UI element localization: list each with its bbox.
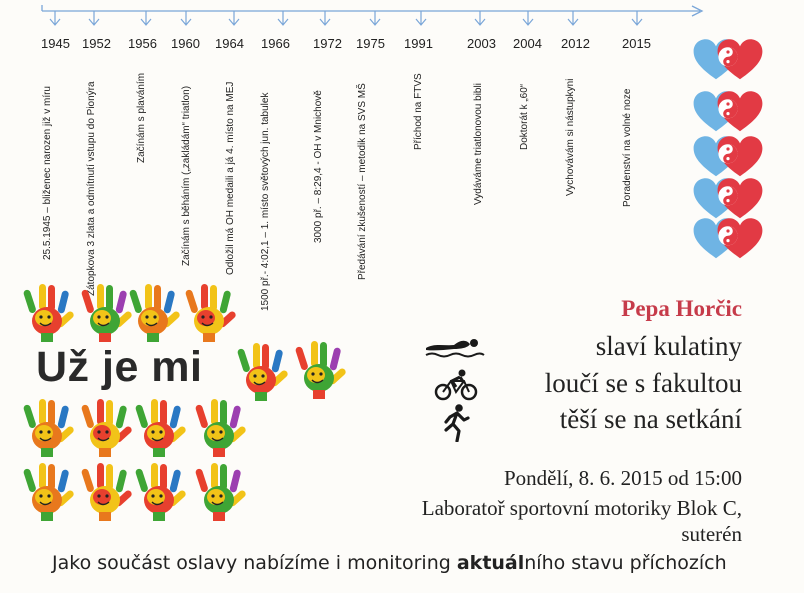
timeline-tick — [568, 11, 578, 25]
timeline-event: 25.5.1945 – bliženec narozen již v míru — [42, 86, 53, 260]
painted-hand-icon — [22, 283, 74, 348]
timeline-event: Vydáváme triatlonovou bibli — [473, 83, 484, 205]
year-label: 2004 — [513, 36, 542, 51]
timeline-event: Odložil má OH medaili a já 4. místo na MEJ — [225, 81, 236, 275]
year-label: 1975 — [356, 36, 385, 51]
timeline-event: Doktorát k „60“ — [519, 83, 530, 150]
timeline-event: Příchod na FTVS — [413, 73, 424, 150]
timeline-event: Zátopkova 3 zlata a odmítnutí vstupu do Pionýra — [86, 81, 97, 296]
year-label: 1945 — [41, 36, 70, 51]
timeline-event: Poradenství na volné noze — [622, 88, 633, 207]
timeline-event: 1500 př.- 4:02,1 – 1. místo světových jun. tabulek — [260, 92, 271, 311]
timeline-tick — [141, 11, 151, 25]
timeline-event: Předávání zkušeností – metodik na SVS MŠ — [357, 83, 368, 280]
headline: Už je mi — [36, 343, 203, 391]
painted-hand-icon — [80, 462, 132, 527]
painted-hand-icon — [194, 462, 246, 527]
timeline-event: Vychovávám si nástupkyni — [565, 78, 576, 196]
event-date: Pondělí, 8. 6. 2015 od 15:00 — [503, 466, 742, 490]
event-place: Laboratoř sportovní motoriky Blok C, — [421, 496, 742, 520]
year-label: 1956 — [128, 36, 157, 51]
tagline-farewell: loučí se s fakultou — [544, 368, 742, 398]
painted-hand-icon — [22, 462, 74, 527]
tagline-celebrates: slaví kulatiny — [595, 331, 742, 361]
painted-hand-icon — [22, 398, 74, 463]
painted-hand-icon — [128, 283, 180, 348]
timeline-event: Začínám s plaváním — [136, 72, 147, 163]
timeline-tick — [181, 11, 191, 25]
year-label: 1991 — [404, 36, 433, 51]
yin-yang-hearts-icon — [692, 36, 764, 89]
footer-text-start: Jako součást oslavy nabízíme i monitoring — [52, 552, 457, 574]
footer-note — [52, 552, 727, 574]
footer-text-end: ního stavu příchozích — [524, 552, 727, 574]
timeline-event: 3000 př. – 8:29,4 - OH v Mnichově — [313, 90, 324, 243]
runner-icon — [442, 404, 470, 442]
painted-hand-icon — [134, 398, 186, 463]
cyclist-icon — [434, 369, 478, 401]
painted-hand-icon — [194, 398, 246, 463]
timeline-tick — [320, 11, 330, 25]
event-room: suterén — [681, 522, 742, 546]
timeline-tick — [278, 11, 288, 25]
year-label: 2015 — [622, 36, 651, 51]
swimmer-icon — [424, 334, 486, 360]
year-label: 1972 — [313, 36, 342, 51]
painted-hand-icon — [80, 283, 132, 348]
timeline-tick — [632, 11, 642, 25]
yin-yang-hearts-icon — [692, 215, 764, 268]
painted-hand-icon — [184, 283, 236, 348]
timeline-tick — [50, 11, 60, 25]
tagline-meeting: těší se na setkání — [559, 404, 742, 434]
timeline-tick — [475, 11, 485, 25]
year-label: 2012 — [561, 36, 590, 51]
timeline-axis — [0, 0, 804, 40]
timeline-tick — [416, 11, 426, 25]
timeline-tick — [229, 11, 239, 25]
year-label: 2003 — [467, 36, 496, 51]
timeline-tick — [89, 11, 99, 25]
celebrant-name: Pepa Horčic — [621, 296, 742, 321]
timeline-tick — [370, 11, 380, 25]
painted-hand-icon — [80, 398, 132, 463]
timeline-tick — [523, 11, 533, 25]
timeline-event: Začínám s běháním („zakládám“ triatlon) — [181, 85, 192, 266]
year-label: 1966 — [261, 36, 290, 51]
footer-text-bold: aktuál — [456, 552, 525, 574]
year-label: 1952 — [82, 36, 111, 51]
painted-hand-icon — [134, 462, 186, 527]
year-label: 1960 — [171, 36, 200, 51]
year-label: 1964 — [215, 36, 244, 51]
painted-hand-icon — [294, 340, 346, 405]
